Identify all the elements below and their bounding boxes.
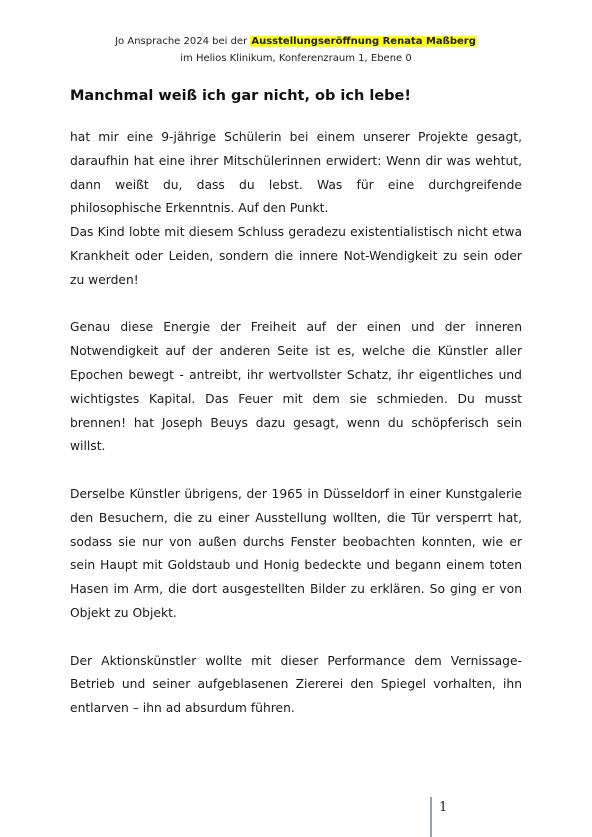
paragraph-gap <box>70 293 522 317</box>
paragraph: Derselbe Künstler übrigens, der 1965 in Düsseldorf in einer Kunstgalerie den Besuchern, die zu einer Ausstellung wollten, die Tür versperrt hat, sodass sie nur von außen durchs Fenster beobachten konnten, wie er sein Haupt mit Goldstaub und Honig bedeckte und begann einem toten Hasen im Arm, die dort ausgestellten Bilder zu erklären. So ging er von Objekt zu Objekt. <box>70 486 522 620</box>
page-header <box>0 33 592 67</box>
page-number: 1 <box>439 800 448 815</box>
document-body <box>70 126 522 721</box>
paragraph: Das Kind lobte mit diesem Schluss geradezu existentialistisch nicht etwa Krankheit oder Leiden, sondern die innere Not-Wendigkeit zu sein oder zu werden! <box>70 225 522 287</box>
paragraph: Genau diese Energie der Freiheit auf der einen und der inneren Notwendigkeit auf der anderen Seite ist es, welche die Künstler aller Epochen bewegt - antreibt, ihr wertvollster Schatz, ihr eigentliches und wichtigstes Kapital. Das Feuer mit dem sie schmieden. Du musst brennen! hat Joseph Beuys dazu gesagt, wenn du schöpferisch sein willst. <box>70 320 522 454</box>
header-line-1 <box>0 33 592 50</box>
header-highlight: Ausstellungseröffnung Renata Maßberg <box>251 36 476 47</box>
footer-divider <box>430 797 432 837</box>
paragraph: Der Aktionskünstler wollte mit dieser Performance dem Vernissage-Betrieb und seiner aufgeblasenen Ziererei den Spiegel vorhalten, ihn entlarven – ihn ad absurdum führen. <box>70 653 522 716</box>
header-prefix: Jo Ansprache 2024 bei der <box>115 36 251 47</box>
document-title: Manchmal weiß ich gar nicht, ob ich lebe! <box>70 88 411 104</box>
paragraph-gap <box>70 626 522 650</box>
header-line-2: im Helios Klinikum, Konferenzraum 1, Ebene 0 <box>180 53 412 64</box>
paragraph: hat mir eine 9-jährige Schülerin bei einem unserer Projekte gesagt, daraufhin hat eine ihrer Mitschülerinnen erwidert: Wenn dir was wehtut, dann weißt du, dass du lebst. Was für eine durchgreifende philosophische Erkenntnis. Auf den Punkt. <box>70 130 522 216</box>
paragraph-gap <box>70 459 522 483</box>
